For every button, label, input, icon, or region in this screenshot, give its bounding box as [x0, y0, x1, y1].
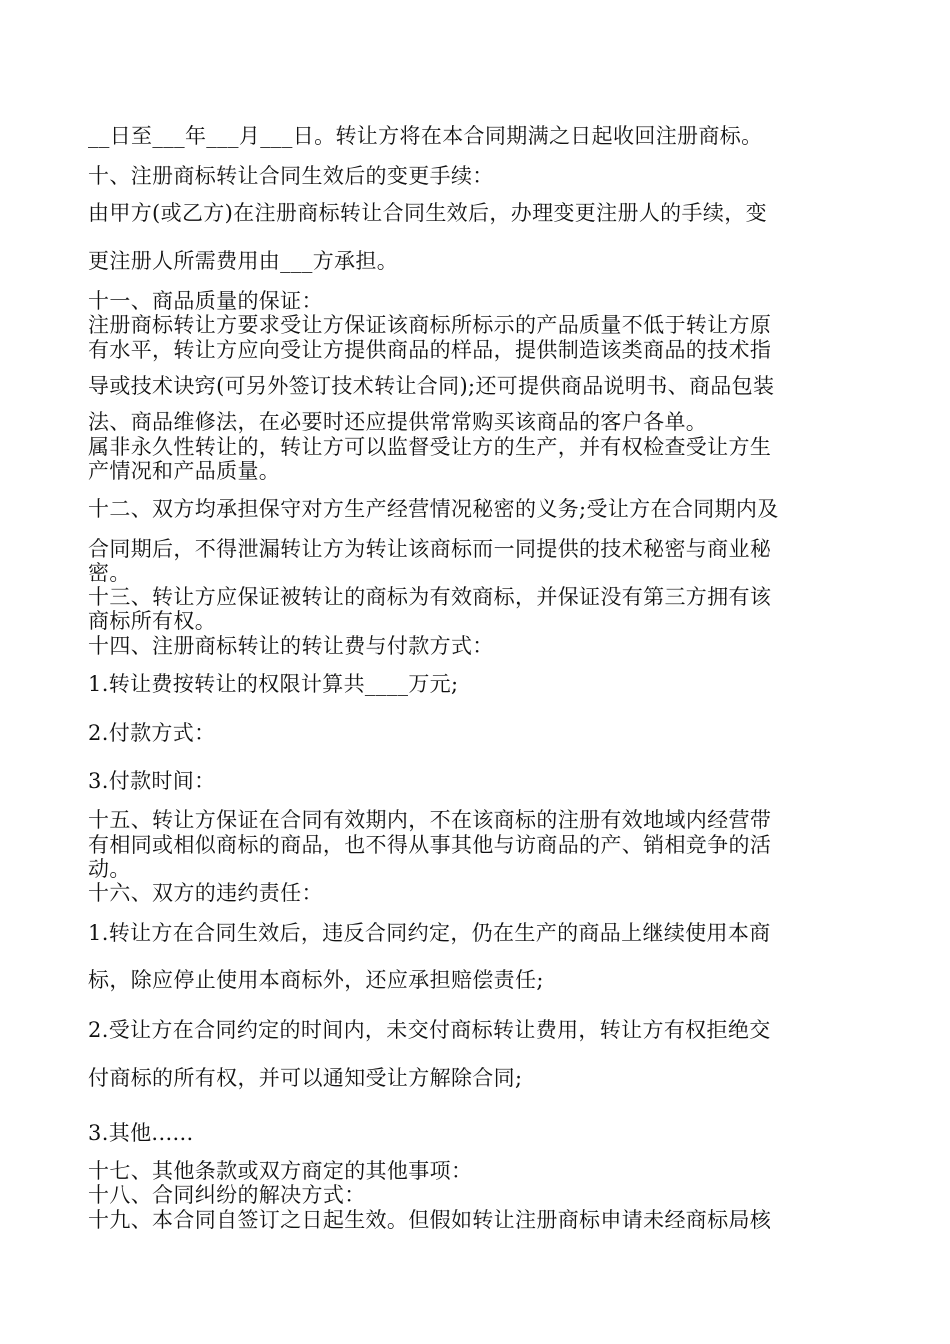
text-line: 产情况和产品质量。 [88, 459, 281, 483]
text-line: 1.转让方在合同生效后，违反合同约定，仍在生产的商品上继续使用本商 [88, 921, 771, 945]
text-line: 合同期后，不得泄漏转让方为转让该商标而一同提供的技术秘密与商业秘 [88, 537, 772, 561]
text-line: 商标所有权。 [88, 609, 217, 633]
text-line: 导或技术诀窍(可另外签订技术转让合同);还可提供商品说明书、商品包装 [88, 374, 775, 398]
text-line: 2.受让方在合同约定的时间内，未交付商标转让费用，转让方有权拒绝交 [88, 1018, 771, 1042]
text-line: 注册商标转让方要求受让方保证该商标所标示的产品质量不低于转让方原 [88, 313, 772, 337]
text-line: 十八、合同纠纷的解决方式： [88, 1183, 366, 1207]
text-line: 有相同或相似商标的商品，也不得从事其他与访商品的产、销相竞争的活 [88, 833, 772, 857]
text-line: 3.付款时间： [88, 769, 216, 793]
text-line: 十一、商品质量的保证： [88, 289, 323, 313]
text-line: 动。 [88, 857, 131, 881]
text-line: 属非永久性转让的，转让方可以监督受让方的生产，并有权检查受让方生 [88, 435, 772, 459]
text-line: 十二、双方均承担保守对方生产经营情况秘密的义务;受让方在合同期内及 [88, 497, 779, 521]
text-line: 付商标的所有权，并可以通知受让方解除合同; [88, 1066, 523, 1090]
text-line: 十四、注册商标转让的转让费与付款方式： [88, 634, 494, 658]
text-line: 十五、转让方保证在合同有效期内，不在该商标的注册有效地域内经营带 [88, 808, 772, 832]
text-line: 密。 [88, 561, 131, 585]
text-line: 十七、其他条款或双方商定的其他事项： [88, 1159, 473, 1183]
text-line: 十、注册商标转让合同生效后的变更手续： [88, 164, 494, 188]
text-line: 十六、双方的违约责任： [88, 881, 323, 905]
text-line: 3.其他...... [88, 1121, 194, 1145]
text-line: 有水平，转让方应向受让方提供商品的样品，提供制造该类商品的技术指 [88, 338, 772, 362]
text-line: 2.付款方式： [88, 721, 216, 745]
text-line: 1.转让费按转让的权限计算共____万元; [88, 672, 459, 696]
text-line: __日至___年___月___日。转让方将在本合同期满之日起收回注册商标。 [88, 124, 763, 148]
text-line: 标，除应停止使用本商标外，还应承担赔偿责任; [88, 968, 544, 992]
text-line: 十九、本合同自签订之日起生效。但假如转让注册商标申请未经商标局核 [88, 1208, 772, 1232]
text-line: 由甲方(或乙方)在注册商标转让合同生效后，办理变更注册人的手续，变 [88, 201, 767, 225]
text-line: 十三、转让方应保证被转让的商标为有效商标，并保证没有第三方拥有该 [88, 585, 772, 609]
text-line: 更注册人所需费用由___方承担。 [88, 249, 399, 273]
text-line: 法、商品维修法，在必要时还应提供常常购买该商品的客户各单。 [88, 410, 708, 434]
